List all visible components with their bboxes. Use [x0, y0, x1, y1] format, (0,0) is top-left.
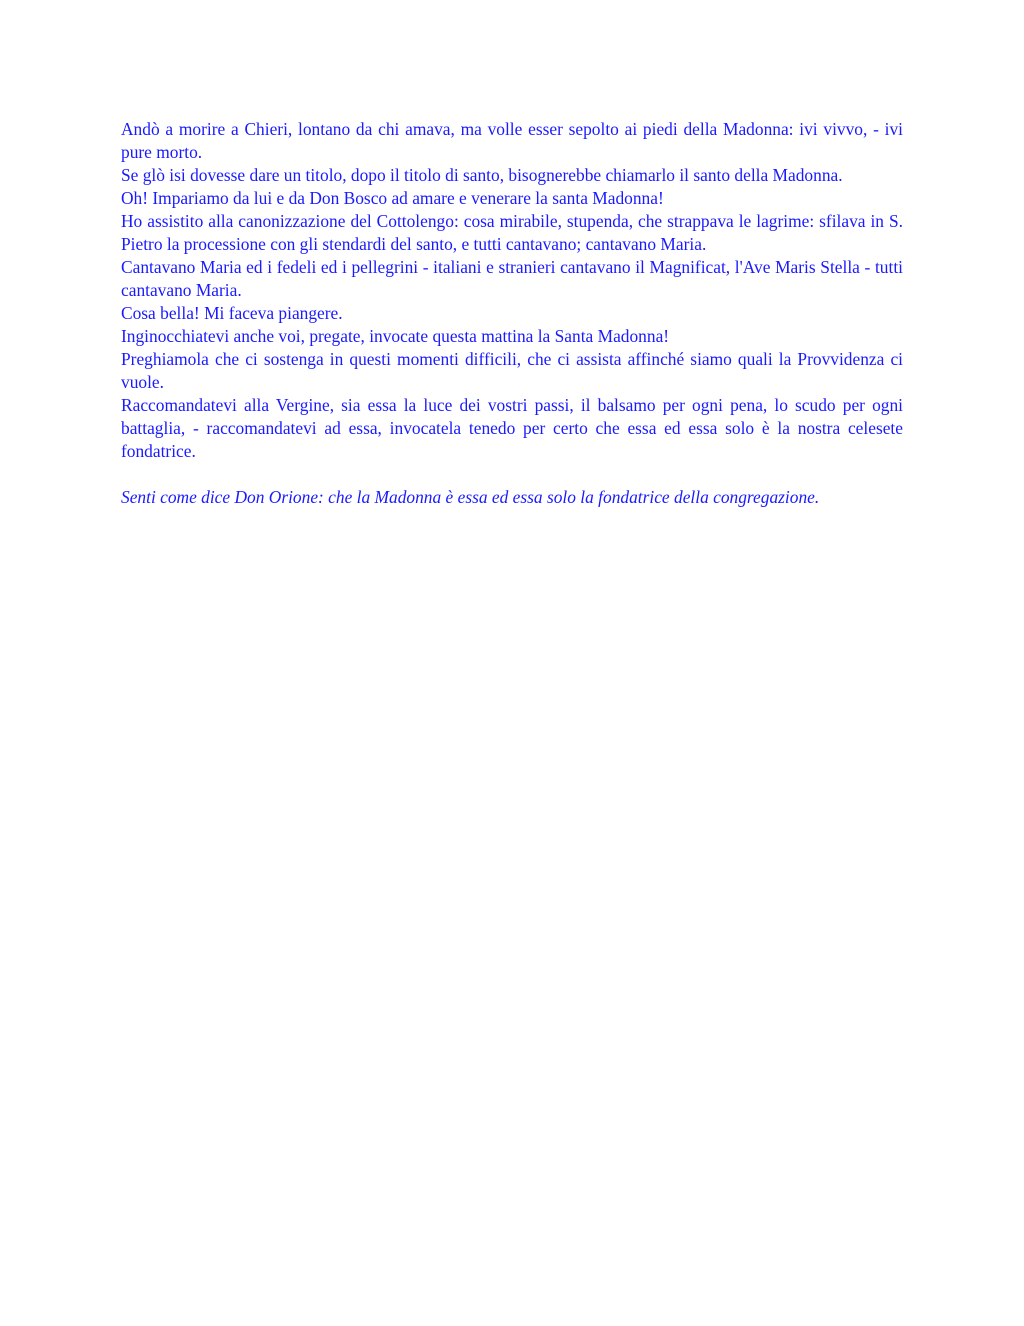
paragraph-titolo: Se glò isi dovesse dare un titolo, dopo il titolo di santo, bisognerebbe chiamarlo il santo della Madonna. [121, 165, 843, 185]
paragraph-cosa-bella: Cosa bella! Mi faceva piangere. [121, 303, 343, 323]
paragraph-impariamo: Oh! Impariamo da lui e da Don Bosco ad amare e venerare la santa Madonna! [121, 188, 664, 208]
italic-note: Senti come dice Don Orione: che la Madonna è essa ed essa solo la fondatrice della congregazione. [121, 487, 820, 507]
paragraph-raccomandatevi: Raccomandatevi alla Vergine, sia essa la luce dei vostri passi, il balsamo per ogni pena, lo scudo per ogni battaglia, - raccomandatevi ad essa, invocatela tenedo per certo che essa ed essa solo è la nostra celesete fondatrice. [121, 395, 903, 461]
paragraph-preghiamola: Preghiamola che ci sostenga in questi momenti difficili, che ci assista affinché siamo quali la Provvidenza ci vuole. [121, 349, 903, 392]
paragraph-spacer [121, 463, 903, 486]
paragraph-cantavano: Cantavano Maria ed i fedeli ed i pellegrini - italiani e stranieri cantavano il Magnificat, l'Ave Maris Stella - tutti cantavano Maria. [121, 257, 903, 300]
paragraph-chieri: Andò a morire a Chieri, lontano da chi amava, ma volle esser sepolto ai piedi della Madonna: ivi vivvo, - ivi pure morto. [121, 119, 903, 162]
paragraph-canonizzazione: Ho assistito alla canonizzazione del Cottolengo: cosa mirabile, stupenda, che strappava le lagrime: sfilava in S. Pietro la processione con gli stendardi del santo, e tutti cantavano; cantavano Maria. [121, 211, 903, 254]
paragraph-inginocchiatevi: Inginocchiatevi anche voi, pregate, invocate questa mattina la Santa Madonna! [121, 326, 670, 346]
document-body [121, 118, 903, 509]
